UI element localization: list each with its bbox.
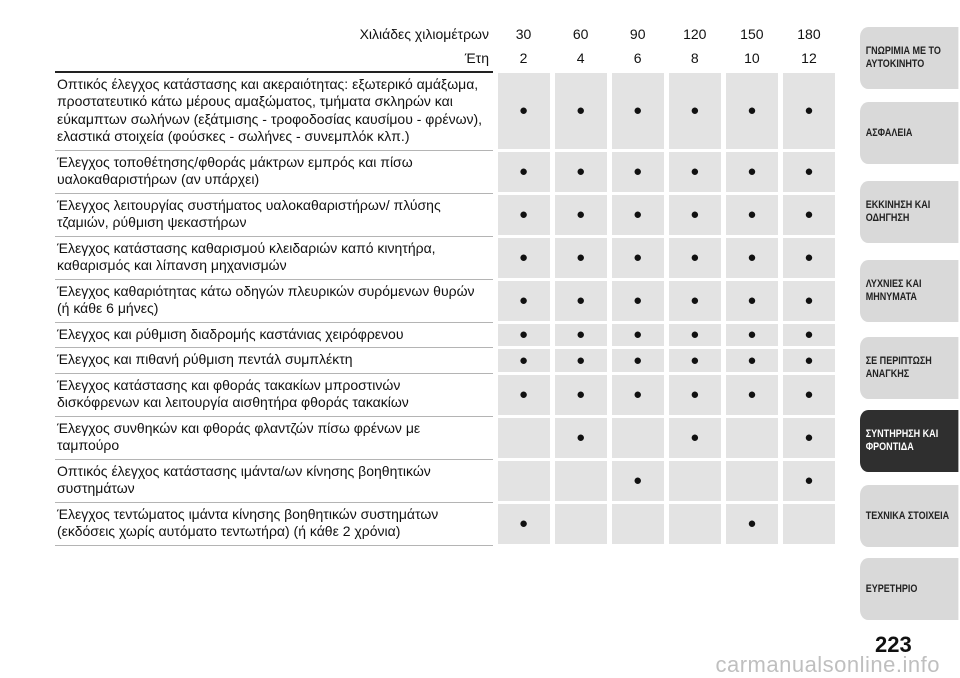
service-dot: ●: [723, 279, 780, 322]
service-dot: ●: [666, 193, 723, 236]
empty-cell: [666, 459, 723, 502]
service-dot: ●: [780, 322, 837, 348]
watermark-text: carmanualsonline.info: [715, 652, 940, 677]
row-description: Έλεγχος συνθηκών και φθοράς φλαντζών πίσω φρένων με ταμπούρο: [55, 416, 495, 459]
chapter-tab[interactable]: ΕΚΚΙΝΗΣΗ ΚΑΙ ΟΔΗΓΗΣΗ: [860, 181, 958, 243]
row-description: Έλεγχος κατάστασης καθαρισμού κλειδαριών καπό κινητήρα, καθαρισμός και λίπανση μηχανισμών: [55, 236, 495, 279]
service-dot: ●: [780, 236, 837, 279]
chapter-tab[interactable]: ΣΥΝΤΗΡΗΣΗ ΚΑΙ ΦΡΟΝΤΙΔΑ: [860, 410, 958, 472]
service-dot: ●: [609, 373, 666, 416]
maintenance-schedule-table: [55, 22, 840, 547]
empty-cell: [495, 416, 552, 459]
service-dot: ●: [723, 348, 780, 374]
service-dot: ●: [609, 72, 666, 151]
service-dot: ●: [780, 348, 837, 374]
service-dot: ●: [780, 416, 837, 459]
empty-cell: [666, 502, 723, 545]
row-description: Έλεγχος και ρύθμιση διαδρομής καστάνιας χειρόφρενου: [55, 322, 495, 348]
service-dot: ●: [495, 72, 552, 151]
km-value: 150: [740, 26, 764, 42]
service-dot: ●: [552, 150, 609, 193]
km-value: 30: [515, 26, 532, 42]
service-dot: ●: [723, 236, 780, 279]
empty-cell: [723, 459, 780, 502]
service-dot: ●: [723, 150, 780, 193]
schedule-row: [55, 322, 838, 348]
empty-cell: [552, 459, 609, 502]
empty-cell: [723, 416, 780, 459]
years-label: Έτη: [55, 46, 495, 72]
service-dot: ●: [552, 236, 609, 279]
row-description: Οπτικός έλεγχος κατάστασης και ακεραιότητας: εξωτερικό αμάξωμα, προστατευτικό κάτω μέρους αμαξώματος, τμήματα σκληρών και εύκαμπτων σωλήνων (εξάτμισης - τροφοδοσίας καυσίμου - φρένων), ελαστικά στοιχεία (φούσκες - σωλήνες - συνεμπλόκ κλπ.): [55, 72, 495, 151]
schedule-row: [55, 193, 838, 236]
service-dot: ●: [780, 193, 837, 236]
schedule-row: [55, 416, 838, 459]
service-dot: ●: [780, 72, 837, 151]
service-dot: ●: [552, 416, 609, 459]
schedule-row: [55, 502, 838, 545]
service-dot: ●: [552, 322, 609, 348]
schedule-row: [55, 236, 838, 279]
service-dot: ●: [780, 150, 837, 193]
service-dot: ●: [495, 150, 552, 193]
empty-cell: [552, 502, 609, 545]
years-value: 12: [780, 46, 837, 72]
row-description: Έλεγχος τοποθέτησης/φθοράς μάκτρων εμπρός και πίσω υαλοκαθαριστήρων (αν υπάρχει): [55, 150, 495, 193]
service-dot: ●: [495, 236, 552, 279]
service-dot: ●: [666, 322, 723, 348]
years-value: 6: [609, 46, 666, 72]
chapter-tab[interactable]: ΛΥΧΝΙΕΣ ΚΑΙ ΜΗΝΥΜΑΤΑ: [860, 260, 958, 322]
service-dot: ●: [666, 72, 723, 151]
service-dot: ●: [723, 72, 780, 151]
years-value: 4: [552, 46, 609, 72]
service-dot: ●: [609, 279, 666, 322]
chapter-tab[interactable]: ΤΕΧΝΙΚΑ ΣΤΟΙΧΕΙΑ: [860, 485, 958, 547]
service-dot: ●: [609, 348, 666, 374]
service-dot: ●: [609, 459, 666, 502]
service-dot: ●: [495, 322, 552, 348]
service-dot: ●: [666, 416, 723, 459]
chapter-tabs: [860, 0, 960, 640]
schedule-row: [55, 150, 838, 193]
km-value: 180: [797, 26, 821, 42]
years-value: 2: [495, 46, 552, 72]
header-row-km: [55, 22, 838, 46]
service-dot: ●: [780, 373, 837, 416]
service-dot: ●: [666, 373, 723, 416]
service-dot: ●: [780, 279, 837, 322]
chapter-tab[interactable]: ΓΝΩΡΙΜΙΑ ΜΕ ΤΟ ΑΥΤΟΚΙΝΗΤΟ: [860, 27, 958, 89]
service-dot: ●: [723, 322, 780, 348]
row-description: Έλεγχος τεντώματος ιμάντα κίνησης βοηθητικών συστημάτων (εκδόσεις χωρίς αυτόματο τεντωτήρα) (ή κάθε 2 χρόνια): [55, 502, 495, 545]
row-description: Έλεγχος κατάστασης και φθοράς τακακίων μπροστινών δισκόφρενων και λειτουργία αισθητήρα φθοράς τακακίων: [55, 373, 495, 416]
km-value: 90: [629, 26, 646, 42]
service-dot: ●: [780, 459, 837, 502]
service-dot: ●: [495, 193, 552, 236]
km-value: 120: [683, 26, 707, 42]
row-description: Οπτικός έλεγχος κατάστασης ιμάντα/ων κίνησης βοηθητικών συστημάτων: [55, 459, 495, 502]
row-description: Έλεγχος και πιθανή ρύθμιση πεντάλ συμπλέκτη: [55, 348, 495, 374]
service-dot: ●: [666, 150, 723, 193]
chapter-tab[interactable]: ΑΣΦΑΛΕΙΑ: [860, 102, 958, 164]
service-dot: ●: [666, 236, 723, 279]
schedule-row: [55, 72, 838, 151]
header-row-years: [55, 46, 838, 72]
service-dot: ●: [495, 373, 552, 416]
schedule-row: [55, 459, 838, 502]
service-dot: ●: [723, 373, 780, 416]
service-dot: ●: [666, 348, 723, 374]
page-number: 223: [875, 632, 912, 657]
service-dot: ●: [609, 236, 666, 279]
row-description: Έλεγχος καθαριότητας κάτω οδηγών πλευρικών συρόμενων θυρών (ή κάθε 6 μήνες): [55, 279, 495, 322]
schedule-row: [55, 373, 838, 416]
row-description: Έλεγχος λειτουργίας συστήματος υαλοκαθαριστήρων/ πλύσης τζαμιών, ρύθμιση ψεκαστήρων: [55, 193, 495, 236]
schedule-row: [55, 348, 838, 374]
chapter-tab[interactable]: ΣΕ ΠΕΡΙΠΤΩΣΗ ΑΝΑΓΚΗΣ: [860, 337, 958, 399]
service-dot: ●: [552, 193, 609, 236]
service-dot: ●: [552, 373, 609, 416]
empty-cell: [780, 502, 837, 545]
service-dot: ●: [666, 279, 723, 322]
empty-cell: [495, 459, 552, 502]
service-dot: ●: [723, 193, 780, 236]
service-dot: ●: [495, 279, 552, 322]
empty-cell: [609, 416, 666, 459]
service-dot: ●: [609, 193, 666, 236]
years-value: 8: [666, 46, 723, 72]
service-dot: ●: [552, 279, 609, 322]
service-dot: ●: [609, 150, 666, 193]
km-value: 60: [572, 26, 589, 42]
service-dot: ●: [609, 322, 666, 348]
service-dot: ●: [552, 348, 609, 374]
schedule-row: [55, 279, 838, 322]
chapter-tab[interactable]: ΕΥΡΕΤΗΡΙΟ: [860, 558, 958, 620]
service-dot: ●: [723, 502, 780, 545]
service-dot: ●: [495, 502, 552, 545]
service-dot: ●: [495, 348, 552, 374]
service-dot: ●: [552, 72, 609, 151]
years-value: 10: [723, 46, 780, 72]
km-label: Χιλιάδες χιλιομέτρων: [359, 26, 489, 42]
empty-cell: [609, 502, 666, 545]
